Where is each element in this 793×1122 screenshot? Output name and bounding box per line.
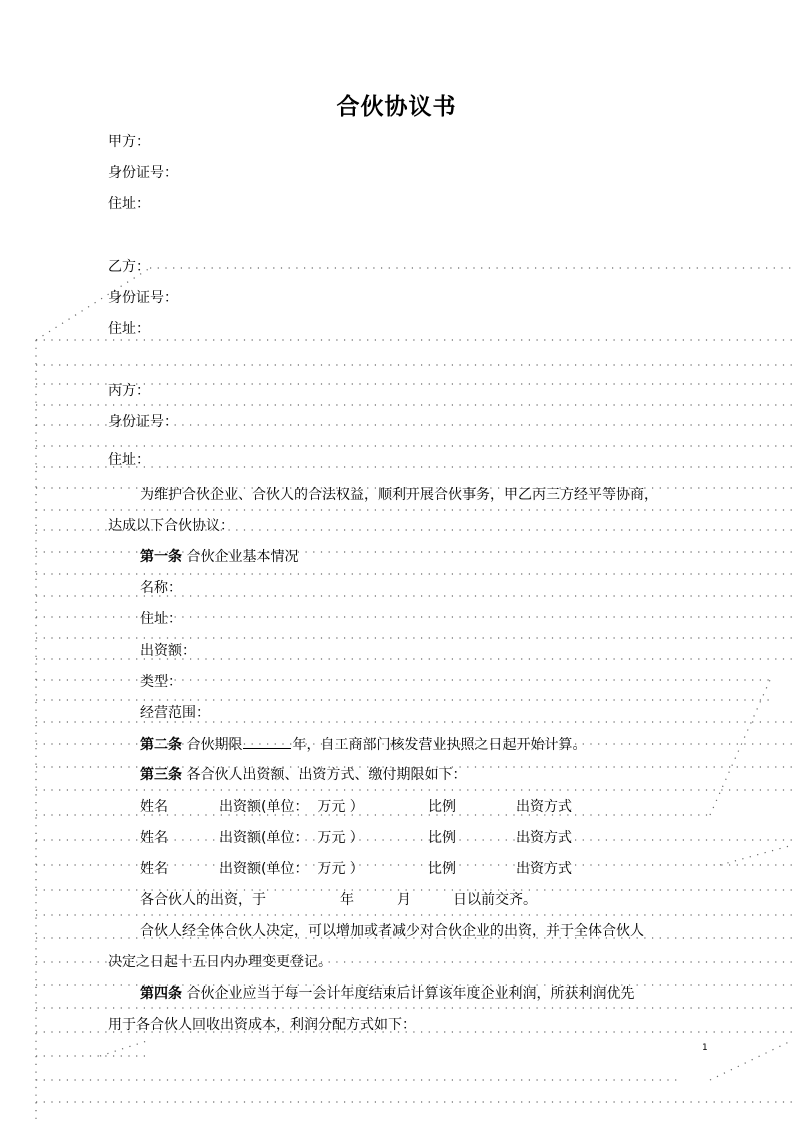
- intro-paragraph-line-2: 达成以下合伙协议：: [108, 518, 234, 534]
- party-a-id-label: 身份证号：: [108, 165, 178, 181]
- party-b-id-label: 身份证号：: [108, 290, 178, 306]
- contribution-row-2-ratio: 比例: [428, 830, 456, 846]
- article-1-item-name: 名称：: [140, 580, 182, 596]
- party-a-address-label: 住址：: [108, 196, 150, 212]
- contribution-row-1-ratio: 比例: [428, 799, 456, 815]
- contribution-row-3-amount: 出资额(单位： 万元 ）: [219, 861, 364, 877]
- party-c-address-label: 住址：: [108, 452, 150, 468]
- party-b-name-label: 乙方：: [108, 259, 150, 275]
- article-2-text-before: 合伙期限: [182, 737, 243, 753]
- article-1-number: 第一条: [140, 549, 182, 565]
- contribution-row-1-method: 出资方式: [516, 799, 572, 815]
- capital-change-line-1: 合伙人经全体合伙人决定，可以增加或者减少对合伙企业的出资，并于全体合伙人: [140, 923, 644, 939]
- contribution-row-1-amount: 出资额(单位： 万元 ）: [219, 799, 364, 815]
- article-1-heading: [140, 548, 298, 566]
- article-2-paragraph: [140, 735, 586, 754]
- contribution-row-3-ratio: 比例: [428, 861, 456, 877]
- article-4-line-2: 用于各合伙人回收出资成本，利润分配方式如下：: [108, 1017, 416, 1033]
- article-1-item-address: 住址：: [140, 611, 182, 627]
- intro-paragraph-line-1: 为维护合伙企业、合伙人的合法权益，顺利开展合伙事务，甲乙丙三方经平等协商，: [140, 487, 658, 503]
- article-4-text-line-1: 合伙企业应当于每一会计年度结束后计算该年度企业利润，所获利润优先: [182, 986, 635, 1002]
- party-b-address-label: 住址：: [108, 321, 150, 337]
- article-3-number: 第三条: [140, 767, 182, 783]
- deadline-month: 月: [397, 892, 411, 908]
- article-4-line-1: [140, 985, 634, 1003]
- document-title: 合伙协议书: [336, 93, 457, 120]
- contribution-row-2-name: 姓名: [140, 830, 168, 846]
- article-2-text-after: 年，自工商部门核发营业执照之日起开始计算。: [292, 737, 587, 753]
- contribution-row-1-name: 姓名: [140, 799, 168, 815]
- deadline-prefix: 各合伙人的出资，于: [140, 892, 266, 908]
- party-a-name-label: 甲方：: [108, 134, 150, 150]
- deadline-suffix: 日以前交齐。: [453, 892, 537, 908]
- article-1-item-scope: 经营范围：: [140, 705, 210, 721]
- article-4-number: 第四条: [140, 986, 182, 1002]
- article-2-number: 第二条: [140, 737, 182, 753]
- article-1-item-type: 类型：: [140, 674, 182, 690]
- term-years-blank: [243, 735, 291, 749]
- party-c-name-label: 丙方：: [108, 383, 150, 399]
- article-3-title: 各合伙人出资额、出资方式、缴付期限如下：: [182, 767, 467, 783]
- contribution-row-3-name: 姓名: [140, 861, 168, 877]
- article-3-heading: [140, 766, 466, 784]
- page-number: 1: [702, 1043, 708, 1053]
- party-c-id-label: 身份证号：: [108, 414, 178, 430]
- contribution-row-3-method: 出资方式: [516, 861, 572, 877]
- article-1-title: 合伙企业基本情况: [182, 549, 299, 565]
- contribution-row-2-method: 出资方式: [516, 830, 572, 846]
- article-1-item-capital: 出资额：: [140, 643, 196, 659]
- contribution-row-2-amount: 出资额(单位： 万元 ）: [219, 830, 364, 846]
- deadline-year: 年: [340, 892, 354, 908]
- capital-change-line-2: 决定之日起十五日内办理变更登记。: [108, 954, 332, 970]
